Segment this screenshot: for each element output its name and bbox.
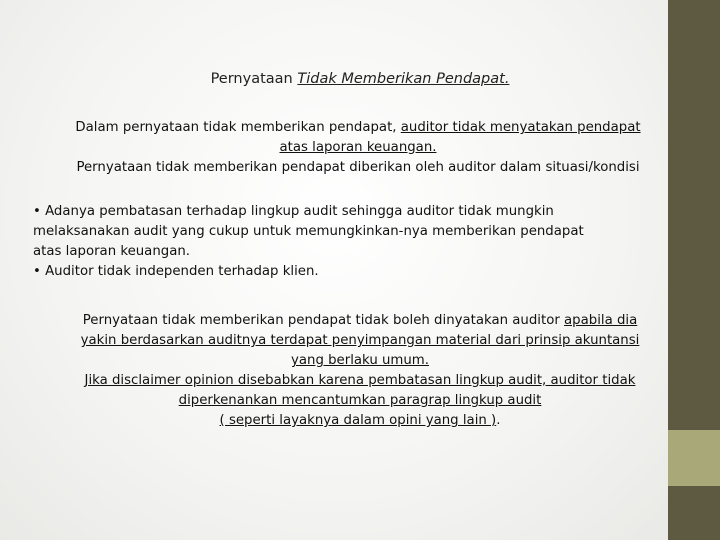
restriction-line-2: yakin berdasarkan auditnya terdapat penyimpangan material dari prinsip akuntansi [80, 333, 640, 348]
restriction-line-1-underlined: apabila dia [564, 313, 638, 328]
restriction-line-1 [40, 311, 668, 331]
paragraph-intro [38, 118, 668, 178]
restriction-line-5: diperkenankan mencantumkan paragrap lingkup audit [178, 393, 542, 408]
title-emphasis: Tidak Memberikan Pendapat. [297, 71, 510, 87]
condition-line-4: • Auditor tidak independen terhadap klien. [33, 264, 319, 279]
condition-line-3: atas laporan keuangan. [33, 244, 191, 259]
intro-line-2: atas laporan keuangan. [279, 140, 437, 155]
title-prefix: Pernyataan [210, 71, 298, 87]
intro-line-1 [38, 118, 668, 138]
intro-line-1-underlined: auditor tidak menyatakan pendapat [400, 120, 641, 135]
condition-line-1: • Adanya pembatasan terhadap lingkup audit sehingga auditor tidak mungkin [33, 204, 554, 219]
decorative-sidebar-accent [668, 430, 720, 486]
slide-title [0, 71, 668, 87]
restriction-line-6-tail: . [496, 413, 501, 428]
paragraph-restriction [40, 311, 668, 431]
condition-line-2: melaksanakan audit yang cukup untuk memungkinkan-nya memberikan pendapat [33, 224, 584, 239]
restriction-line-6-underlined: ( seperti layaknya dalam opini yang lain ) [219, 413, 497, 428]
restriction-line-3: yang berlaku umum. [291, 353, 429, 368]
intro-line-3: Pernyataan tidak memberikan pendapat diberikan oleh auditor dalam situasi/kondisi [76, 160, 640, 175]
restriction-line-1-plain: Pernyataan tidak memberikan pendapat tidak boleh dinyatakan auditor [82, 313, 565, 328]
paragraph-conditions [33, 202, 668, 282]
restriction-line-6 [40, 411, 668, 431]
restriction-line-4: Jika disclaimer opinion disebabkan karena pembatasan lingkup audit, auditor tidak [84, 373, 636, 388]
intro-line-1-plain: Dalam pernyataan tidak memberikan pendapat, [75, 120, 401, 135]
